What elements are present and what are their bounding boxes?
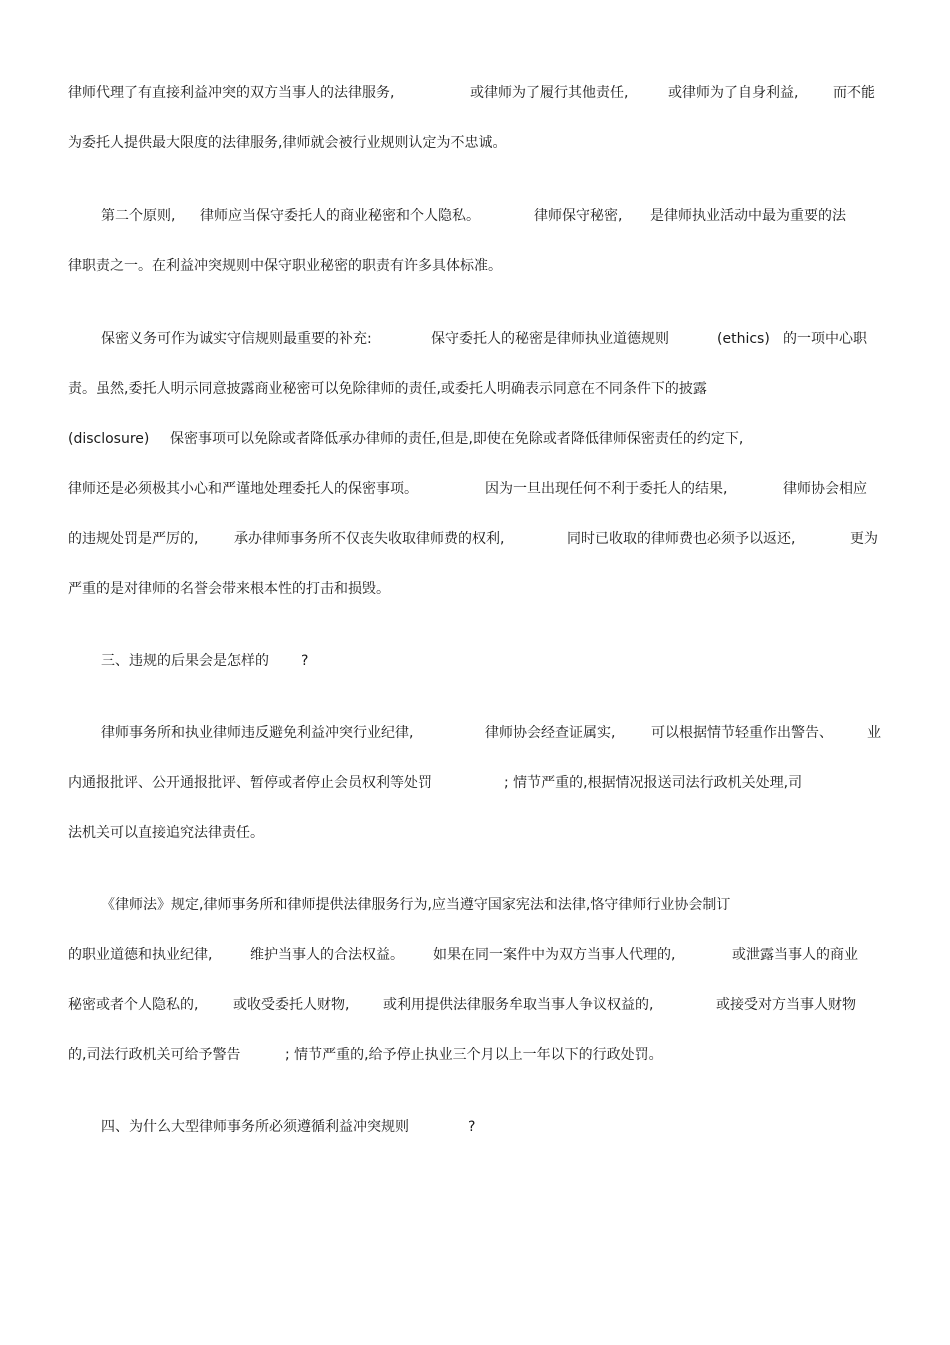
text-segment: 四、为什么大型律师事务所必须遵循利益冲突规则 (101, 1119, 409, 1135)
text-segment: 律师应当保守委托人的商业秘密和个人隐私。 (200, 208, 480, 224)
text-segment: 业 (867, 725, 881, 741)
text-segment: 同时已收取的律师费也必须予以返还, (567, 531, 796, 547)
text-segment: 责。虽然,委托人明示同意披露商业秘密可以免除律师的责任,或委托人明确表示同意在不同条件下的披露 (68, 381, 707, 397)
text-segment: 可以根据情节轻重作出警告、 (651, 725, 833, 741)
text-segment: 法机关可以直接追究法律责任。 (68, 825, 264, 841)
text-segment: 如果在同一案件中为双方当事人代理的, (433, 947, 676, 963)
text-segment: 的一项中心职 (783, 331, 867, 347)
text-segment: 第二个原则, (101, 208, 176, 224)
text-segment: 或泄露当事人的商业 (732, 947, 858, 963)
text-segment: ? (301, 653, 309, 669)
text-segment: 内通报批评、公开通报批评、暂停或者停止会员权利等处罚 (68, 775, 432, 791)
text-segment: 或接受对方当事人财物 (716, 997, 856, 1013)
text-segment: 律师事务所和执业律师违反避免利益冲突行业纪律, (101, 725, 414, 741)
text-segment: 三、违规的后果会是怎样的 (101, 653, 269, 669)
text-segment: 秘密或者个人隐私的, (68, 997, 199, 1013)
text-segment: (disclosure) (68, 431, 150, 447)
text-segment: 保密义务可作为诚实守信规则最重要的补充: (101, 331, 372, 347)
text-segment: 为委托人提供最大限度的法律服务,律师就会被行业规则认定为不忠诚。 (68, 135, 507, 151)
text-segment: 的违规处罚是严厉的, (68, 531, 199, 547)
text-segment: 律师协会相应 (783, 481, 867, 497)
text-segment: 因为一旦出现任何不利于委托人的结果, (485, 481, 728, 497)
text-segment: 律职责之一。在利益冲突规则中保守职业秘密的职责有许多具体标准。 (68, 258, 502, 274)
text-segment: ; 情节严重的,根据情况报送司法行政机关处理,司 (504, 775, 803, 791)
text-segment: 或收受委托人财物, (233, 997, 350, 1013)
text-segment: 更为 (850, 531, 878, 547)
text-segment: 或律师为了自身利益, (668, 85, 799, 101)
text-segment: 《律师法》规定,律师事务所和律师提供法律服务行为,应当遵守国家宪法和法律,恪守律师行业协会制订 (101, 897, 731, 913)
text-segment: ; 情节严重的,给予停止执业三个月以上一年以下的行政处罚。 (285, 1047, 663, 1063)
text-segment: 律师代理了有直接利益冲突的双方当事人的法律服务, (68, 85, 395, 101)
text-segment: (ethics) (717, 331, 770, 347)
text-segment: 是律师执业活动中最为重要的法 (650, 208, 846, 224)
text-segment: 维护当事人的合法权益。 (250, 947, 404, 963)
text-segment: 或律师为了履行其他责任, (470, 85, 629, 101)
text-segment: 而不能 (833, 85, 875, 101)
text-segment: 的职业道德和执业纪律, (68, 947, 213, 963)
text-segment: 保密事项可以免除或者降低承办律师的责任,但是,即使在免除或者降低律师保密责任的约定下, (170, 431, 744, 447)
text-segment: 保守委托人的秘密是律师执业道德规则 (431, 331, 669, 347)
text-segment: ? (468, 1119, 476, 1135)
text-segment: 的,司法行政机关可给予警告 (68, 1047, 241, 1063)
text-segment: 律师协会经查证属实, (485, 725, 616, 741)
text-segment: 承办律师事务所不仅丧失收取律师费的权利, (234, 531, 505, 547)
text-segment: 律师还是必须极其小心和严谨地处理委托人的保密事项。 (68, 481, 418, 497)
text-segment: 律师保守秘密, (534, 208, 623, 224)
text-segment: 或利用提供法律服务牟取当事人争议权益的, (383, 997, 654, 1013)
text-segment: 严重的是对律师的名誉会带来根本性的打击和损毁。 (68, 581, 390, 597)
